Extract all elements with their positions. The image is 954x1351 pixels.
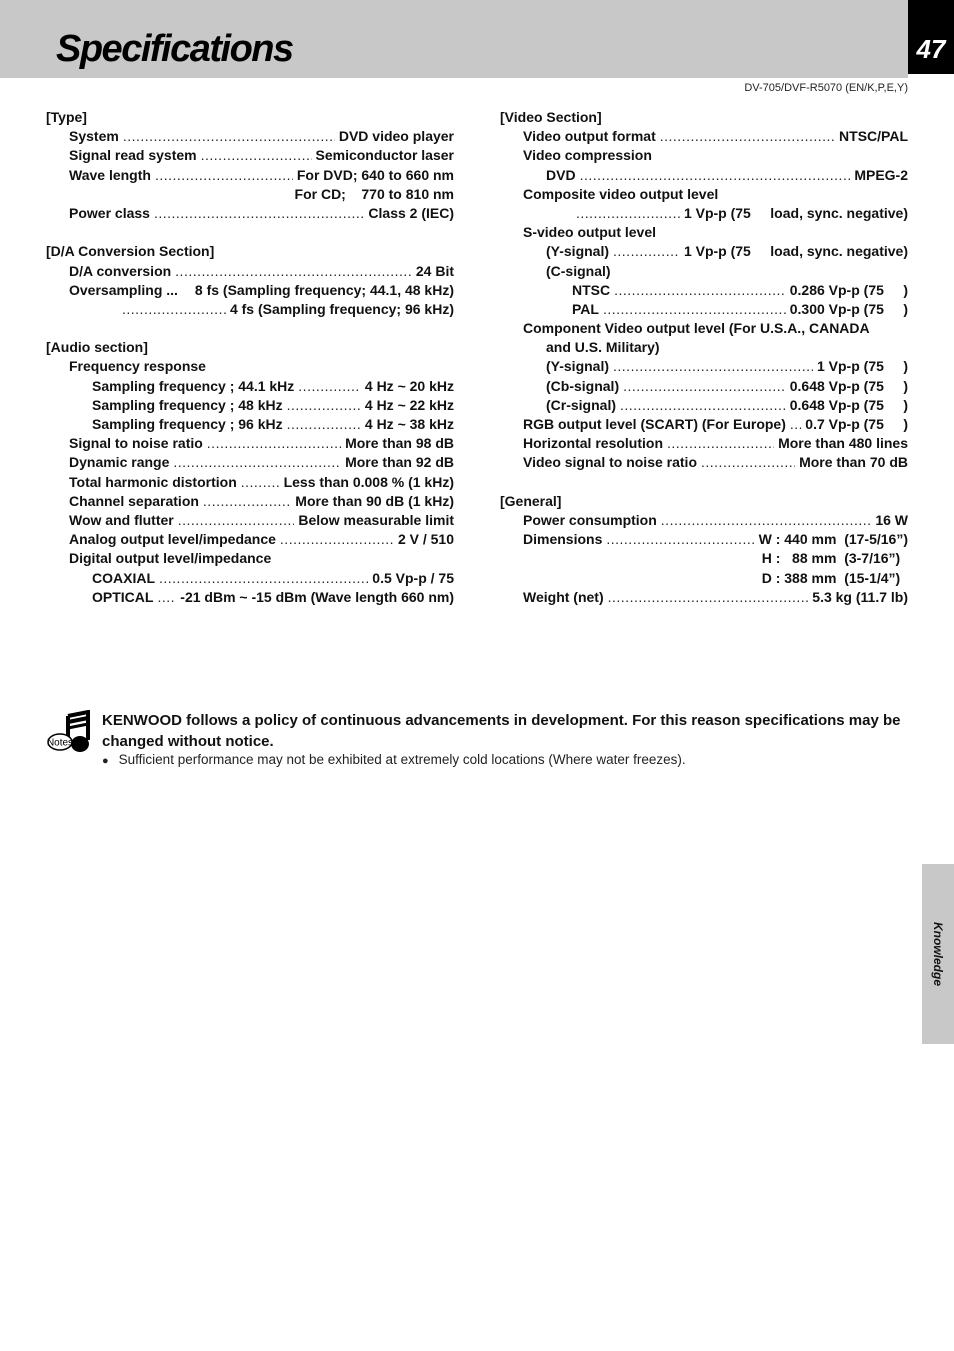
spec-row: [500, 281, 908, 300]
spec-subheading: [500, 185, 908, 204]
spec-row: [500, 357, 908, 376]
spec-label: Digital output level/impedance: [69, 550, 272, 567]
spec-row: [500, 396, 908, 415]
page-title: Specifications: [56, 28, 293, 70]
spec-column-left: [46, 108, 454, 607]
section-heading: [General]: [500, 492, 562, 509]
spec-label: Oversampling ...: [69, 281, 178, 298]
leader-dots: [608, 588, 809, 607]
model-code: DV-705/DVF-R5070 (EN/K,P,E,Y): [744, 82, 908, 94]
spec-value: 0.7 Vp-p (75 ): [805, 416, 908, 432]
spec-value: 5.3 kg (11.7 lb): [812, 588, 908, 605]
spec-row: [500, 588, 908, 607]
spec-continuation: [500, 569, 908, 588]
notes-main-text: KENWOOD follows a policy of continuous advancements in development. For this reason specifications may be changed without notice.: [102, 712, 901, 750]
spec-value: 0.648 Vp-p (75 ): [789, 396, 908, 413]
spec-value: More than 70 dB: [799, 454, 908, 471]
spec-label: Dynamic range: [69, 454, 170, 471]
leader-dots: [287, 396, 361, 415]
spec-value: 0.5 Vp-p / 75: [372, 569, 454, 586]
spec-row: [46, 396, 454, 415]
spec-label: (Y-signal): [546, 243, 610, 260]
spec-label: COAXIAL: [92, 569, 155, 586]
spec-value: 4 Hz ~ 20 kHz: [364, 377, 454, 394]
spec-row: [46, 473, 454, 492]
spec-label: Power class: [69, 204, 150, 221]
spec-row: [46, 434, 454, 453]
leader-dots: [159, 569, 368, 588]
leader-dots: [287, 415, 361, 434]
notes-music-icon: [46, 710, 92, 754]
spec-value: 4 Hz ~ 38 kHz: [364, 416, 454, 432]
spec-value: 24 Bit: [415, 262, 454, 279]
spec-row: [500, 434, 908, 453]
spec-row: [46, 415, 454, 434]
spec-value: For CD; 770 to 810 nm: [294, 185, 454, 202]
spec-label: Signal to noise ratio: [69, 435, 203, 452]
spec-row: [500, 300, 908, 319]
spec-row: [46, 166, 454, 185]
spec-label: Weight (net): [523, 588, 604, 605]
leader-dots: [175, 262, 412, 281]
notes-icon-label: Notes: [46, 737, 74, 749]
spec-value: 0.300 Vp-p (75 ): [789, 300, 908, 317]
spec-subheading: [500, 338, 908, 357]
spec-value: 1 Vp-p (75 ): [816, 358, 908, 375]
spec-row: [500, 242, 908, 261]
spec-row: [46, 377, 454, 396]
spec-label: Wave length: [69, 166, 151, 183]
spec-label: Horizontal resolution: [523, 435, 663, 452]
spec-value: W : 440 mm (17-5/16”): [758, 531, 908, 548]
leader-dots: [241, 473, 280, 492]
notes-bullet: [102, 752, 910, 770]
leader-dots: [613, 242, 680, 261]
leader-dots: [298, 377, 361, 396]
spec-row: [46, 569, 454, 588]
leader-dots: [614, 281, 786, 300]
spec-value: 16 W: [875, 511, 908, 528]
spec-subheading: [500, 262, 908, 281]
side-tab-label: Knowledge: [931, 921, 945, 986]
leader-dots: [701, 453, 795, 472]
spec-row: [500, 530, 908, 549]
spec-value: NTSC/PAL: [839, 128, 908, 145]
spec-row: [46, 262, 454, 281]
spec-value: 4 fs (Sampling frequency; 96 kHz): [229, 300, 454, 317]
leader-dots: [155, 166, 293, 185]
spec-label: Signal read system: [69, 147, 197, 164]
side-tab: [922, 864, 954, 1044]
leader-dots: [154, 204, 364, 223]
spec-value: 1 Vp-p (75 load, sync. negative): [683, 204, 908, 221]
spec-row: [46, 281, 454, 300]
spec-label: Frequency response: [69, 358, 206, 375]
spec-label: Channel separation: [69, 492, 199, 509]
spec-label: RGB output level (SCART) (For Europe): [523, 416, 786, 432]
section-heading: [D/A Conversion Section]: [46, 243, 215, 260]
spec-value: For DVD; 640 to 660 nm: [296, 166, 454, 183]
spec-row: [500, 204, 908, 223]
spec-label: DVD: [546, 166, 576, 183]
spec-continuation: [46, 185, 454, 204]
spec-value: More than 480 lines: [778, 435, 908, 452]
spec-label: Total harmonic distortion: [69, 473, 237, 490]
section-heading: [Video Section]: [500, 109, 602, 125]
spec-value: More than 98 dB: [345, 435, 454, 452]
spec-label: OPTICAL: [92, 588, 154, 605]
section-heading: [Type]: [46, 109, 87, 125]
spec-subheading: [500, 146, 908, 165]
spec-value: More than 90 dB (1 kHz): [295, 492, 454, 509]
leader-dots: [580, 166, 851, 185]
spec-value: Less than 0.008 % (1 kHz): [283, 473, 454, 490]
spec-subheading: [500, 223, 908, 242]
spec-label: Video compression: [523, 147, 652, 164]
spec-label: (Cr-signal): [546, 396, 616, 413]
spec-value: Below measurable limit: [298, 511, 454, 528]
spec-value: Class 2 (IEC): [368, 204, 454, 221]
spec-continuation: [500, 549, 908, 568]
leader-dots: [178, 511, 295, 530]
spec-row: [500, 127, 908, 146]
spec-value: H : 88 mm (3-7/16”): [761, 550, 908, 567]
spec-row: [500, 415, 908, 434]
spec-value: 8 fs (Sampling frequency; 44.1, 48 kHz): [194, 281, 454, 298]
spec-label: Component Video output level (For U.S.A., CANADA: [523, 320, 870, 337]
spec-value: MPEG-2: [854, 166, 908, 183]
leader-dots: [207, 434, 341, 453]
spacer: [500, 473, 908, 492]
spec-subheading: [46, 357, 454, 376]
spec-subheading: [46, 549, 454, 568]
spec-label: Analog output level/impedance: [69, 531, 276, 548]
spec-label: Dimensions: [523, 531, 603, 548]
spec-label: Sampling frequency ; 44.1 kHz: [92, 377, 295, 394]
spec-row: [46, 146, 454, 165]
spec-row: [46, 492, 454, 511]
spec-value: DVD video player: [338, 128, 454, 145]
page-number-box: [908, 0, 954, 74]
spec-label: (C-signal): [546, 262, 611, 279]
spec-label: Sampling frequency ; 96 kHz: [92, 416, 283, 432]
spec-label: Sampling frequency ; 48 kHz: [92, 396, 283, 413]
spec-value: 0.648 Vp-p (75 ): [789, 377, 908, 394]
leader-dots: [620, 396, 786, 415]
spec-row: [500, 166, 908, 185]
spec-label: (Cb-signal): [546, 377, 620, 394]
spec-label: D/A conversion: [69, 262, 172, 279]
leader-dots: [606, 530, 754, 549]
spec-label: Composite video output level: [523, 185, 719, 202]
notes-bullet-text: Sufficient performance may not be exhibited at extremely cold locations (Where water freezes).: [118, 752, 686, 767]
spec-label: and U.S. Military): [546, 339, 660, 356]
spec-label: PAL: [572, 300, 599, 317]
leader-dots: [661, 511, 872, 530]
spec-label: Power consumption: [523, 511, 657, 528]
spec-value: 1 Vp-p (75 load, sync. negative): [683, 243, 908, 260]
spec-subheading: [500, 319, 908, 338]
spec-value: D : 388 mm (15-1/4”): [761, 569, 908, 586]
leader-dots: [660, 127, 835, 146]
spec-row: [46, 530, 454, 549]
spec-value: 0.286 Vp-p (75 ): [789, 281, 908, 298]
page-number: 47: [916, 34, 946, 64]
spacer: [46, 319, 454, 338]
spec-row: [46, 453, 454, 472]
spec-value: More than 92 dB: [345, 454, 454, 471]
leader-dots: [201, 146, 312, 165]
spec-label: (Y-signal): [546, 358, 610, 375]
leader-dots: [123, 127, 335, 146]
spec-label: Wow and flutter: [69, 511, 174, 528]
spec-value: 2 V / 510: [397, 531, 454, 548]
leader-dots: [613, 357, 813, 376]
leader-dots: [157, 588, 176, 607]
bullet-dot-icon: ●: [102, 755, 109, 767]
spec-row: [46, 588, 454, 607]
spec-row: [46, 300, 454, 319]
spec-value: Semiconductor laser: [315, 147, 454, 164]
leader-dots: [623, 377, 786, 396]
leader-dots: [280, 530, 394, 549]
spec-row: [500, 453, 908, 472]
leader-dots: [173, 453, 341, 472]
leader-dots: [790, 415, 801, 434]
section-heading: [Audio section]: [46, 339, 148, 356]
spec-value: -21 dBm ~ -15 dBm (Wave length 660 nm): [180, 588, 454, 605]
spec-column-right: [500, 108, 908, 607]
spec-row: [46, 511, 454, 530]
leader-dots: [122, 300, 226, 319]
spec-row: [500, 511, 908, 530]
spec-label: Video output format: [523, 128, 656, 145]
spec-label: Video signal to noise ratio: [523, 454, 697, 471]
spec-label: S-video output level: [523, 224, 657, 241]
spec-value: 4 Hz ~ 22 kHz: [364, 396, 454, 413]
spec-row: [500, 377, 908, 396]
leader-dots: [576, 204, 680, 223]
leader-dots: [203, 492, 291, 511]
spec-label: NTSC: [572, 281, 611, 298]
spec-row: [46, 204, 454, 223]
spec-label: System: [69, 128, 119, 145]
leader-dots: [603, 300, 786, 319]
spec-row: [46, 127, 454, 146]
leader-dots: [667, 434, 774, 453]
spacer: [46, 223, 454, 242]
